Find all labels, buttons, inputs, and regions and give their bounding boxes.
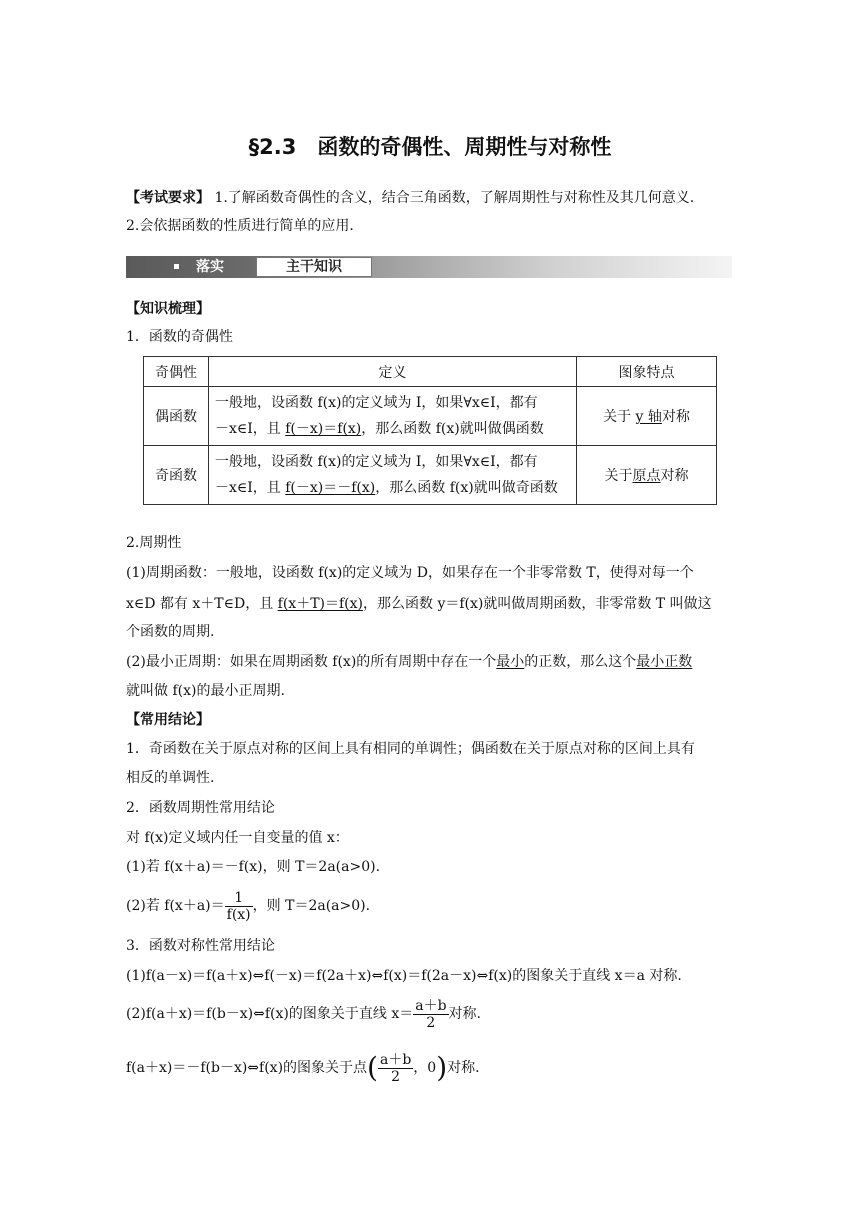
feat-text: 关于 bbox=[604, 468, 633, 484]
underlined-word: 最小 bbox=[496, 654, 525, 670]
conclusion1-line2: 相反的单调性. bbox=[126, 770, 215, 786]
row-name: 偶函数 bbox=[144, 387, 209, 446]
row-name: 奇函数 bbox=[144, 446, 209, 505]
knowledge-tag: 【知识梳理】 bbox=[126, 301, 210, 317]
text: ，则 T＝2a(a>0). bbox=[252, 898, 371, 914]
fraction bbox=[378, 1052, 413, 1085]
row-feature bbox=[577, 446, 717, 505]
periodic-p2-line1 bbox=[126, 652, 692, 672]
conclusion2-intro: 对 f(x)定义域内任一自变量的值 x： bbox=[126, 830, 349, 846]
periodic-p1-line3: 个函数的周期. bbox=[126, 624, 215, 640]
section-banner bbox=[126, 256, 732, 278]
conclusion1-line1: 1．奇函数在关于原点对称的区间上具有相同的单调性；偶函数在关于原点对称的区间上具有 bbox=[126, 741, 695, 757]
exam-requirements-line1 bbox=[126, 188, 694, 208]
conclusion3-item3 bbox=[126, 1048, 480, 1088]
conclusion3-title: 3．函数对称性常用结论 bbox=[126, 938, 275, 954]
underlined-formula: f(x＋T)＝f(x) bbox=[277, 596, 363, 612]
banner-left bbox=[126, 256, 254, 278]
def-text: －x∈I，且 bbox=[215, 480, 286, 496]
denominator: 2 bbox=[391, 1068, 401, 1085]
def-line1: 一般地，设函数 f(x)的定义域为 I，如果∀x∈I，都有 bbox=[215, 454, 538, 470]
text: x∈D 都有 x＋T∈D，且 bbox=[126, 596, 278, 612]
periodic-p1-line1: (1)周期函数：一般地，设函数 f(x)的定义域为 D，如果存在一个非零常数 T，使得对每一个 bbox=[126, 565, 694, 581]
feat-text: 关于 bbox=[603, 409, 636, 425]
text: ，0 bbox=[413, 1060, 437, 1076]
text: (2)最小正周期：如果在周期函数 f(x)的所有周期中存在一个 bbox=[126, 654, 497, 670]
underlined-word: 最小正数 bbox=[636, 654, 693, 670]
parity-table bbox=[143, 356, 717, 505]
row-feature bbox=[577, 387, 717, 446]
numerator: a＋b bbox=[379, 1051, 412, 1068]
def-text: ，那么函数 f(x)就叫做偶函数 bbox=[361, 421, 544, 437]
section2-title: 2.周期性 bbox=[126, 535, 182, 551]
def-line2 bbox=[215, 416, 570, 442]
exam-text-1: 1.了解函数奇偶性的含义，结合三角函数，了解周期性与对称性及其几何意义. bbox=[214, 190, 695, 206]
text: ，那么函数 y＝f(x)就叫做周期函数，非零常数 T 叫做这 bbox=[363, 596, 712, 612]
periodic-p1-line2 bbox=[126, 594, 712, 614]
def-text: ，那么函数 f(x)就叫做奇函数 bbox=[375, 480, 558, 496]
text: (2)若 f(x＋a)＝ bbox=[126, 898, 225, 914]
conclusion2-item2 bbox=[126, 888, 370, 924]
table-row bbox=[144, 387, 717, 446]
denominator: 2 bbox=[426, 1014, 436, 1031]
banner-left-label: 落实 bbox=[196, 259, 224, 275]
feat-text: 对称 bbox=[661, 409, 690, 425]
table-header: 图象特点 bbox=[577, 357, 717, 387]
section1-title: 1．函数的奇偶性 bbox=[126, 329, 233, 345]
numerator: 1 bbox=[225, 890, 253, 907]
def-line2 bbox=[215, 475, 570, 501]
common-tag: 【常用结论】 bbox=[126, 712, 210, 728]
feat-text: 对称 bbox=[660, 468, 689, 484]
exam-tag: 【考试要求】 bbox=[126, 190, 210, 206]
left-paren-icon: ( bbox=[367, 1051, 378, 1084]
row-definition bbox=[209, 446, 577, 505]
def-text: －x∈I，且 bbox=[215, 421, 286, 437]
def-line1: 一般地，设函数 f(x)的定义域为 I，如果∀x∈I，都有 bbox=[215, 395, 538, 411]
conclusion2-item1: (1)若 f(x＋a)＝－f(x)，则 T＝2a(a>0). bbox=[126, 859, 381, 875]
fraction bbox=[225, 890, 253, 923]
text: 的正数，那么这个 bbox=[524, 654, 637, 670]
text: f(a＋x)＝－f(b－x)⇔f(x)的图象关于点 bbox=[126, 1060, 368, 1076]
right-paren-icon: ) bbox=[436, 1051, 448, 1084]
conclusion2-title: 2．函数周期性常用结论 bbox=[126, 800, 275, 816]
table-header: 奇偶性 bbox=[144, 357, 209, 387]
fraction bbox=[413, 998, 448, 1031]
exam-text-2: 2.会依据函数的性质进行简单的应用. bbox=[126, 218, 354, 234]
numerator: a＋b bbox=[415, 997, 447, 1014]
banner-right-label: 主干知识 bbox=[256, 257, 372, 277]
table-header: 定义 bbox=[209, 357, 577, 387]
text: 对称. bbox=[447, 1060, 480, 1076]
conclusion3-item2 bbox=[126, 996, 481, 1032]
text: 对称. bbox=[448, 1006, 481, 1022]
denominator: f(x) bbox=[226, 906, 251, 923]
def-underlined: f(－x)＝－f(x) bbox=[285, 480, 376, 496]
table-header-row bbox=[144, 357, 717, 387]
feat-underlined: 原点 bbox=[632, 468, 661, 484]
text: (2)f(a＋x)＝f(b－x)⇔f(x)的图象关于直线 x＝ bbox=[126, 1006, 414, 1022]
bullet-square-icon bbox=[174, 264, 179, 269]
def-underlined: f(－x)＝f(x) bbox=[285, 421, 362, 437]
feat-underlined: y 轴 bbox=[635, 409, 662, 425]
row-definition bbox=[209, 387, 577, 446]
table-row bbox=[144, 446, 717, 505]
page-title: §2.3 函数的奇偶性、周期性与对称性 bbox=[248, 135, 612, 159]
periodic-p2-line2: 就叫做 f(x)的最小正周期. bbox=[126, 683, 285, 699]
conclusion3-item1: (1)f(a－x)＝f(a＋x)⇔f(－x)＝f(2a＋x)⇔f(x)＝f(2a－x)⇔f(x)的图象关于直线 x＝a 对称. bbox=[126, 968, 682, 984]
